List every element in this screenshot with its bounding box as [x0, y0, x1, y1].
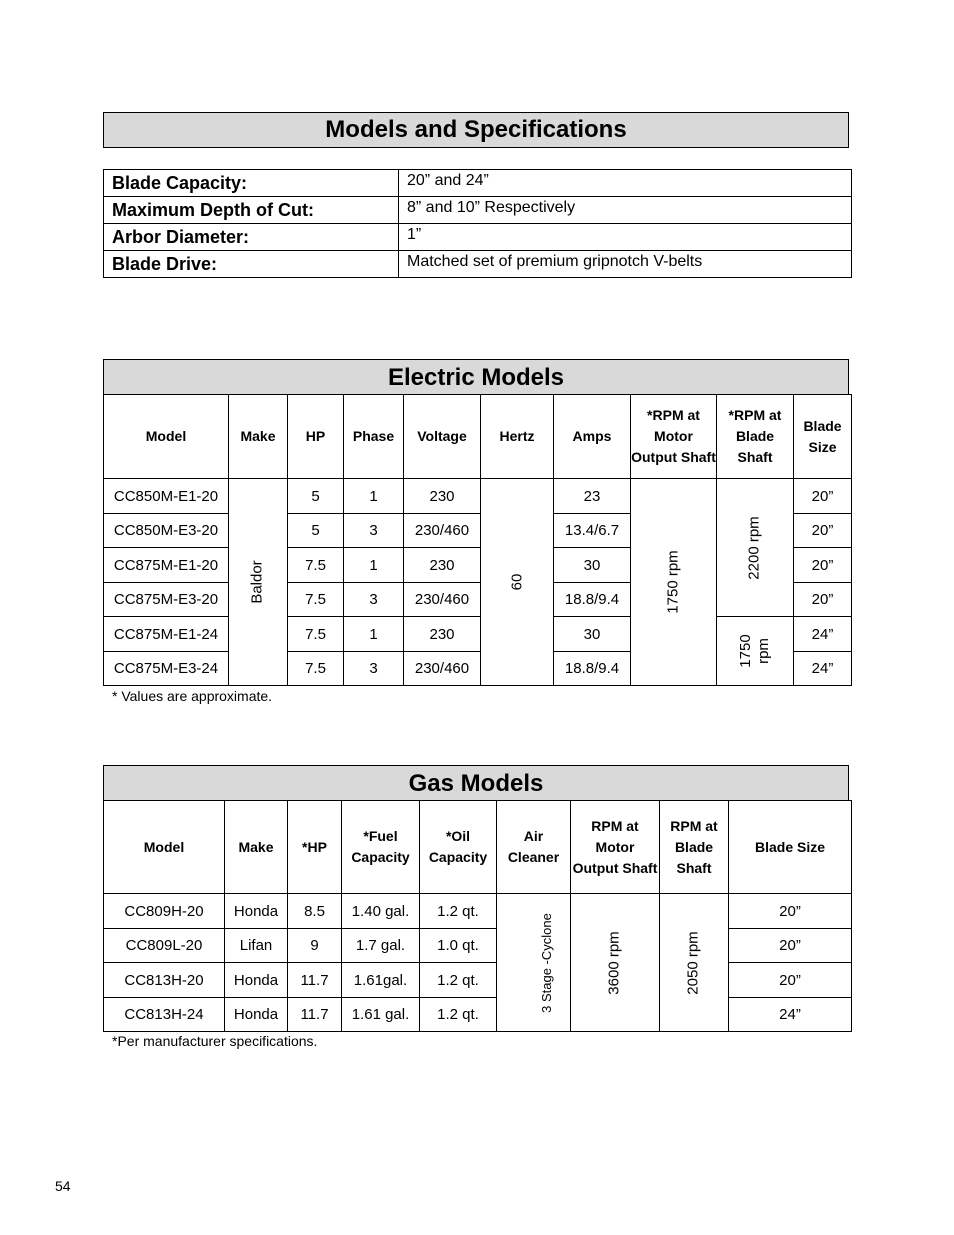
hertz-label: 60 — [508, 573, 525, 591]
cell-blade: 20” — [794, 479, 852, 514]
col-header: RPM at Motor Output Shaft — [571, 801, 660, 894]
spec-row — [104, 197, 852, 224]
table-row — [104, 617, 852, 652]
cell-phase: 3 — [344, 583, 404, 617]
cell-make: Honda — [225, 894, 288, 929]
gas-table — [103, 800, 852, 1032]
spec-value: 20” and 24” — [399, 170, 852, 197]
cell-hertz — [481, 479, 554, 686]
col-header: *RPM at Motor Output Shaft — [631, 395, 717, 479]
cell-blade: 24” — [729, 998, 852, 1032]
spec-label: Blade Drive: — [104, 251, 399, 278]
electric-note: * Values are approximate. — [112, 688, 273, 704]
cell-model: CC875M-E3-20 — [104, 583, 229, 617]
cell-make: Lifan — [225, 929, 288, 963]
col-header: Model — [104, 801, 225, 894]
cell-blade: 20” — [729, 929, 852, 963]
spec-row — [104, 170, 852, 197]
cell-amps: 30 — [554, 617, 631, 652]
col-header: *RPM at Blade Shaft — [717, 395, 794, 479]
page-number: 54 — [55, 1178, 71, 1194]
cell-model: CC813H-20 — [104, 963, 225, 998]
cell-phase: 3 — [344, 652, 404, 686]
cell-rpm-blade-24 — [717, 617, 794, 686]
spec-label: Blade Capacity: — [104, 170, 399, 197]
make-label: Baldor — [248, 560, 266, 604]
cell-voltage: 230/460 — [404, 583, 481, 617]
gas-title: Gas Models — [103, 765, 849, 801]
gas-header-row — [104, 801, 852, 894]
spec-value: 1” — [399, 224, 852, 251]
cell-amps: 13.4/6.7 — [554, 514, 631, 548]
cell-voltage: 230 — [404, 617, 481, 652]
col-header: Blade Size — [794, 395, 852, 479]
col-header: Amps — [554, 395, 631, 479]
cell-model: CC809L-20 — [104, 929, 225, 963]
cell-hp: 8.5 — [288, 894, 342, 929]
cell-rpm-motor — [571, 894, 660, 1032]
cell-make — [229, 479, 288, 686]
cell-hp: 11.7 — [288, 998, 342, 1032]
cell-blade: 24” — [794, 652, 852, 686]
spec-value: 8” and 10” Respectively — [399, 197, 852, 224]
air-cleaner-label: 3 Stage -Cyclone — [538, 912, 554, 1013]
cell-model: CC875M-E3-24 — [104, 652, 229, 686]
cell-fuel: 1.61gal. — [342, 963, 420, 998]
cell-voltage: 230 — [404, 548, 481, 583]
cell-phase: 1 — [344, 548, 404, 583]
table-row — [104, 963, 852, 998]
rpm-blade-label: 2050 rpm — [685, 930, 702, 995]
col-header: HP — [288, 395, 344, 479]
cell-oil: 1.0 qt. — [420, 929, 497, 963]
specs-table — [103, 169, 852, 278]
rpm-motor-label: 1750 rpm — [664, 550, 682, 614]
cell-hp: 7.5 — [288, 548, 344, 583]
cell-model: CC875M-E1-20 — [104, 548, 229, 583]
cell-hp: 7.5 — [288, 583, 344, 617]
col-header: Make — [229, 395, 288, 479]
electric-header-row — [104, 395, 852, 479]
cell-blade: 20” — [729, 963, 852, 998]
spec-row — [104, 224, 852, 251]
spec-label: Arbor Diameter: — [104, 224, 399, 251]
cell-rpm-blade-20 — [717, 479, 794, 617]
cell-amps: 23 — [554, 479, 631, 514]
spec-label: Maximum Depth of Cut: — [104, 197, 399, 224]
cell-model: CC850M-E3-20 — [104, 514, 229, 548]
cell-oil: 1.2 qt. — [420, 998, 497, 1032]
specs-title: Models and Specifications — [103, 112, 849, 148]
cell-blade: 20” — [794, 548, 852, 583]
cell-oil: 1.2 qt. — [420, 963, 497, 998]
cell-voltage: 230 — [404, 479, 481, 514]
col-header: Phase — [344, 395, 404, 479]
table-row — [104, 929, 852, 963]
col-header: Make — [225, 801, 288, 894]
cell-amps: 18.8/9.4 — [554, 652, 631, 686]
electric-title: Electric Models — [103, 359, 849, 395]
cell-phase: 1 — [344, 617, 404, 652]
cell-model: CC875M-E1-24 — [104, 617, 229, 652]
table-row — [104, 894, 852, 929]
col-header: *Fuel Capacity — [342, 801, 420, 894]
col-header: Model — [104, 395, 229, 479]
cell-voltage: 230/460 — [404, 514, 481, 548]
cell-hp: 5 — [288, 514, 344, 548]
cell-blade: 20” — [794, 514, 852, 548]
cell-amps: 18.8/9.4 — [554, 583, 631, 617]
cell-rpm-blade — [660, 894, 729, 1032]
col-header: Blade Size — [729, 801, 852, 894]
cell-model: CC813H-24 — [104, 998, 225, 1032]
cell-hp: 5 — [288, 479, 344, 514]
cell-make: Honda — [225, 998, 288, 1032]
cell-amps: 30 — [554, 548, 631, 583]
col-header: *Oil Capacity — [420, 801, 497, 894]
cell-blade: 20” — [729, 894, 852, 929]
cell-hp: 9 — [288, 929, 342, 963]
table-row — [104, 998, 852, 1032]
cell-phase: 1 — [344, 479, 404, 514]
cell-rpm-motor — [631, 479, 717, 686]
spec-value: Matched set of premium gripnotch V-belts — [399, 251, 852, 278]
col-header: Hertz — [481, 395, 554, 479]
electric-table — [103, 394, 852, 686]
cell-voltage: 230/460 — [404, 652, 481, 686]
cell-hp: 7.5 — [288, 617, 344, 652]
cell-make: Honda — [225, 963, 288, 998]
cell-blade: 24” — [794, 617, 852, 652]
cell-fuel: 1.40 gal. — [342, 894, 420, 929]
table-row — [104, 479, 852, 514]
col-header: Voltage — [404, 395, 481, 479]
col-header: *HP — [288, 801, 342, 894]
rpm-blade-24-label: 1750 rpm — [737, 634, 772, 668]
col-header: RPM at Blade Shaft — [660, 801, 729, 894]
cell-fuel: 1.7 gal. — [342, 929, 420, 963]
cell-oil: 1.2 qt. — [420, 894, 497, 929]
cell-phase: 3 — [344, 514, 404, 548]
cell-hp: 11.7 — [288, 963, 342, 998]
cell-air-cleaner — [497, 894, 571, 1032]
rpm-motor-label: 3600 rpm — [606, 930, 623, 995]
cell-fuel: 1.61 gal. — [342, 998, 420, 1032]
cell-model: CC809H-20 — [104, 894, 225, 929]
rpm-blade-20-label: 2200 rpm — [746, 515, 763, 580]
gas-note: *Per manufacturer specifications. — [112, 1033, 318, 1049]
cell-hp: 7.5 — [288, 652, 344, 686]
cell-blade: 20” — [794, 583, 852, 617]
cell-model: CC850M-E1-20 — [104, 479, 229, 514]
col-header: Air Cleaner — [497, 801, 571, 894]
spec-row — [104, 251, 852, 278]
